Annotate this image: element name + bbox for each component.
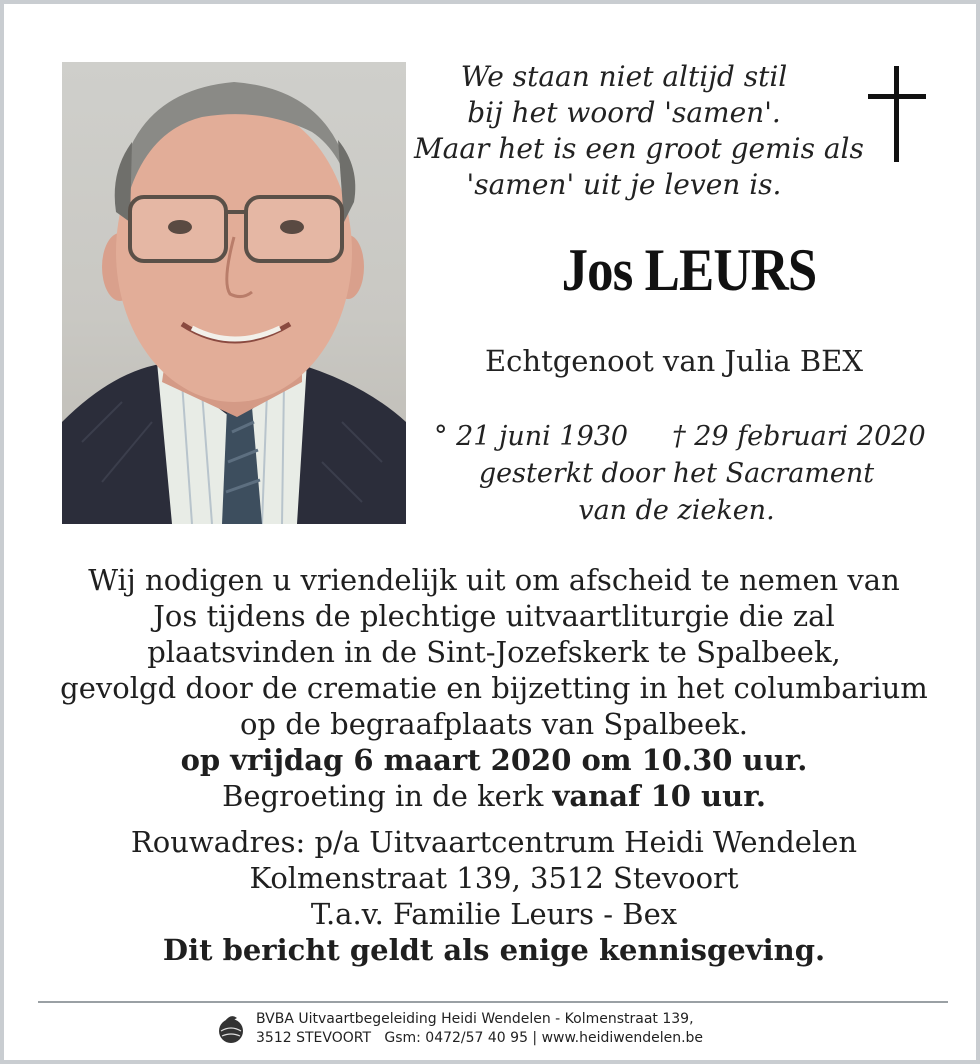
greeting-prefix: Begroeting in de kerk [222, 779, 544, 813]
invitation-line: Wij nodigen u vriendelijk uit om afscheid te nemen van [88, 563, 900, 597]
poem-line: bij het woord 'samen'. [467, 96, 781, 129]
greeting-line [34, 778, 954, 814]
invitation-line: gevolgd door de crematie en bijzetting in het columbarium [60, 671, 928, 705]
birth-date: ° 21 juni 1930 [434, 421, 629, 452]
spouse-line: Echtgenoot van Julia BEX [485, 344, 863, 378]
sacrament-line: gesterkt door het Sacrament [478, 458, 875, 489]
life-dates [434, 418, 926, 529]
cross-icon [868, 66, 926, 162]
invitation-line: Jos tijdens de plechtige uitvaartliturgie die zal [153, 599, 835, 633]
footer-divider [38, 1001, 948, 1003]
ceremony-date: op vrijdag 6 maart 2020 om 10.30 uur. [180, 743, 808, 777]
address-line: T.a.v. Familie Leurs - Bex [310, 897, 678, 931]
poem-line: 'samen' uit je leven is. [466, 168, 782, 201]
footer-line: 3512 STEVOORT Gsm: 0472/57 40 95 | www.heidiwendelen.be [256, 1030, 704, 1046]
poem [414, 59, 864, 203]
portrait-photo [62, 62, 406, 524]
invitation-line: plaatsvinden in de Sint-Jozefskerk te Spalbeek, [147, 635, 841, 669]
invitation-line: op de begraafplaats van Spalbeek. [239, 707, 749, 741]
greeting-time: vanaf 10 uur. [552, 779, 766, 813]
dove-globe-icon [216, 1012, 246, 1044]
footer-line: BVBA Uitvaartbegeleiding Heidi Wendelen - Kolmenstraat 139, [256, 1011, 694, 1027]
portrait-illustration [62, 62, 406, 524]
sacrament-line: van de zieken. [578, 495, 775, 526]
address-line: Rouwadres: p/a Uitvaartcentrum Heidi Wendelen [130, 825, 858, 859]
death-date: † 29 februari 2020 [672, 421, 926, 452]
poem-line: Maar het is een groot gemis als [414, 132, 864, 165]
deceased-name: Jos LEURS [561, 237, 817, 303]
address-line: Kolmenstraat 139, 3512 Stevoort [249, 861, 739, 895]
mourning-address [34, 824, 954, 968]
poem-line: We staan niet altijd stil [460, 60, 788, 93]
invitation-text [34, 562, 954, 814]
notice-line: Dit bericht geldt als enige kennisgeving. [162, 933, 826, 967]
